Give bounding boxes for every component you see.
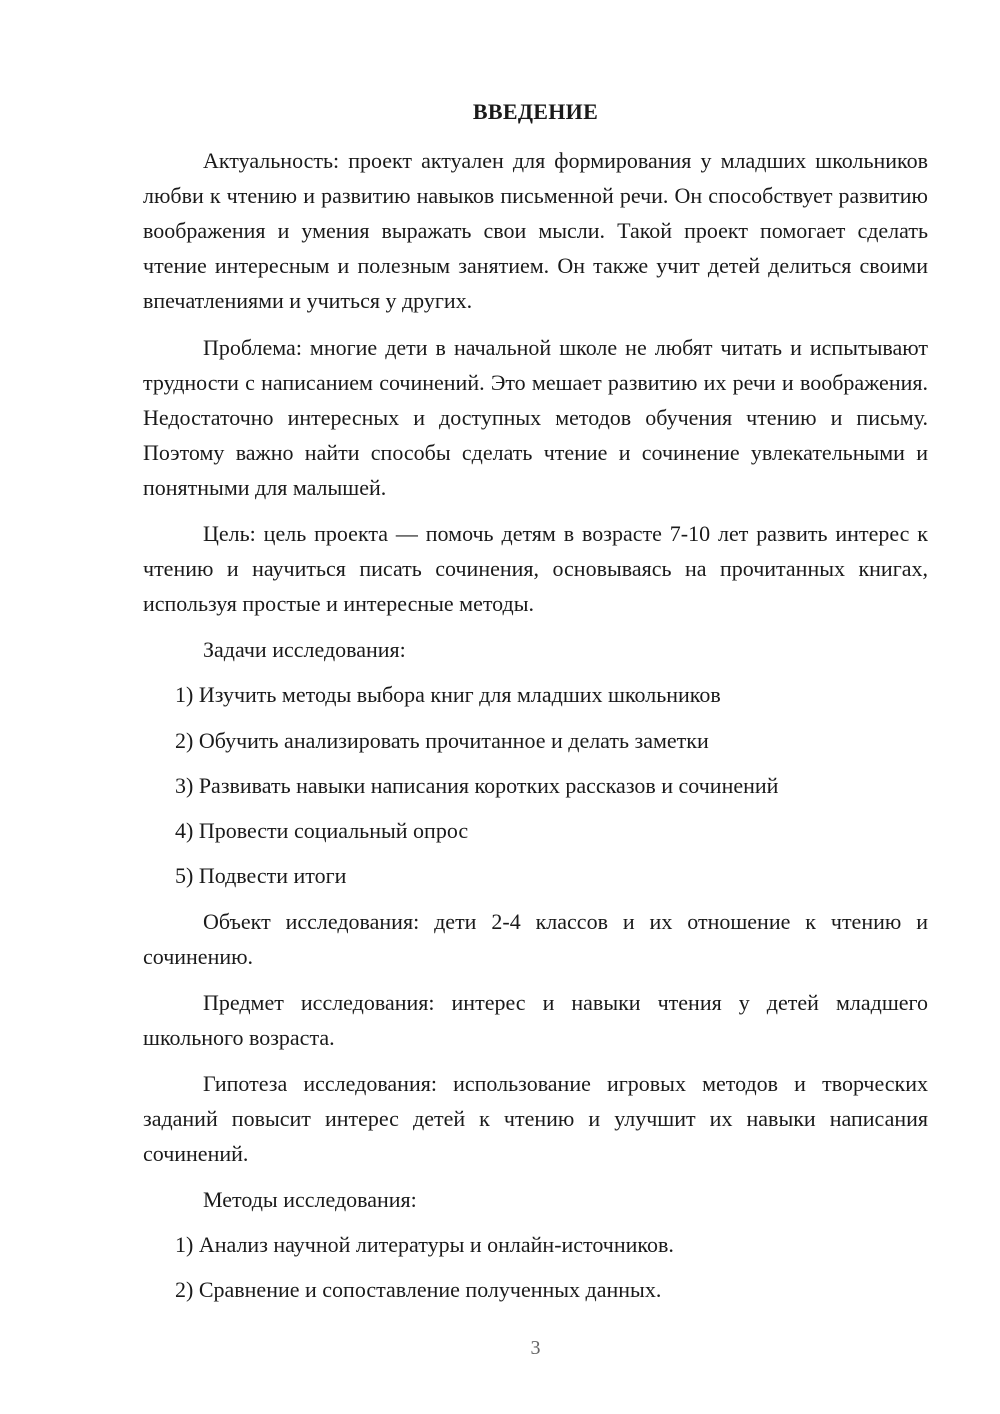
relevance-paragraph: Актуальность: проект актуален для формирования у младших школьников любви к чтению и развитию навыков письменной речи. Он способствует развитию воображения и умения выражать свои мысли. Такой проект помогает сделать чтение интересным и полезным занятием. Он также учит детей делиться своими впечатлениями и учиться у других. [143,148,928,313]
list-item: 1) Изучить методы выбора книг для младших школьников [175,682,721,707]
list-item: 1) Анализ научной литературы и онлайн-источников. [175,1232,674,1257]
list-item: 5) Подвести итоги [175,863,347,888]
goal-paragraph: Цель: цель проекта — помочь детям в возрасте 7-10 лет развить интерес к чтению и научиться писать сочинения, основываясь на прочитанных книгах, используя простые и интересные методы. [143,521,928,616]
tasks-heading: Задачи исследования: [203,637,406,662]
hypothesis-paragraph: Гипотеза исследования: использование игровых методов и творческих заданий повысит интерес детей к чтению и улучшит их навыки написания сочинений. [143,1071,928,1166]
methods-heading: Методы исследования: [203,1187,417,1212]
list-item: 3) Развивать навыки написания коротких рассказов и сочинений [175,773,779,798]
page-number: 3 [530,1337,541,1359]
subject-paragraph: Предмет исследования: интерес и навыки чтения у детей младшего школьного возраста. [143,990,928,1050]
list-item: 4) Провести социальный опрос [175,818,469,843]
page-title: ВВЕДЕНИЕ [472,99,599,124]
document-page [143,0,928,1414]
list-item: 2) Сравнение и сопоставление полученных данных. [175,1277,662,1302]
problem-paragraph: Проблема: многие дети в начальной школе не любят читать и испытывают трудности с написанием сочинений. Это мешает развитию их речи и воображения. Недостаточно интересных и доступных методов обучения чтению и письму. Поэтому важно найти способы сделать чтение и сочинение увлекательными и понятными для малышей. [143,335,928,500]
list-item: 2) Обучить анализировать прочитанное и делать заметки [175,728,709,753]
object-paragraph: Объект исследования: дети 2-4 классов и их отношение к чтению и сочинению. [143,909,928,969]
